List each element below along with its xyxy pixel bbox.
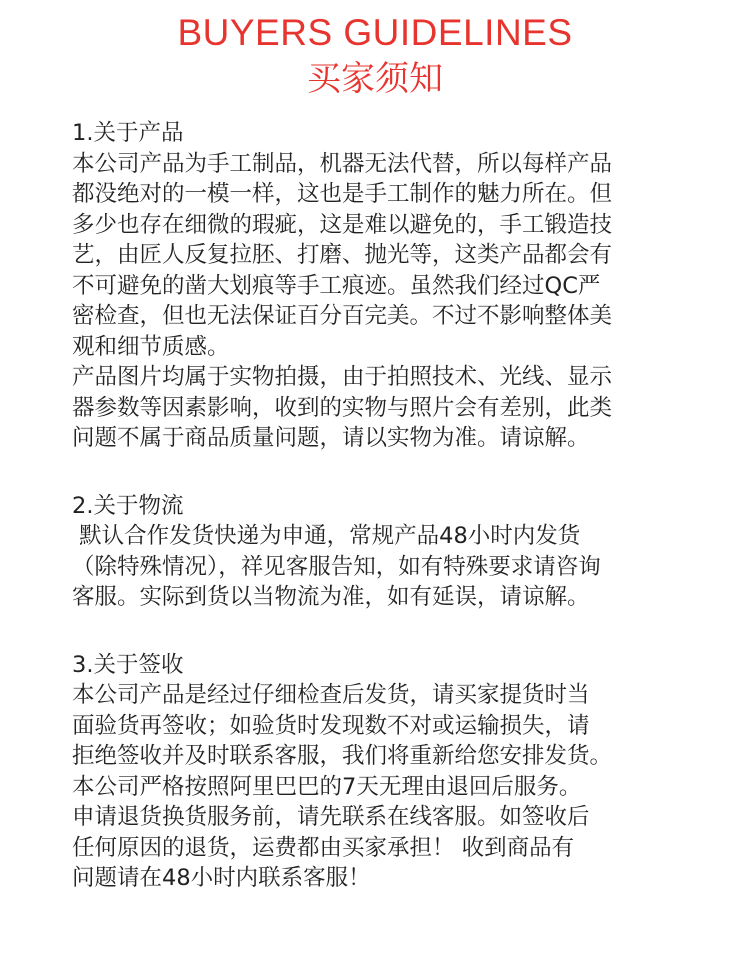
paragraph-line: 不可避免的凿大划痕等手工痕迹。虽然我们经过QC严 — [72, 272, 601, 299]
paragraph-line: 客服。实际到货以当物流为准，如有延误，请谅解。 — [72, 584, 590, 610]
page-header — [0, 0, 750, 102]
paragraph-line: 申请退货换货服务前，请先联系在线客服。如签收后 — [72, 804, 590, 830]
paragraph-line: 产品图片均属于实物拍摄，由于拍照技术、光线、显示 — [72, 364, 613, 390]
paragraph-line: 面验货再签收；如验货时发现数不对或运输损失，请 — [72, 712, 590, 739]
section-heading: 3.关于签收 — [72, 651, 184, 678]
paragraph-line: （除特殊情况），祥见客服告知，如有特殊要求请咨询 — [72, 553, 601, 580]
paragraph-line: 都没绝对的一模一样，这也是手工制作的魅力所在。但 — [72, 181, 613, 207]
paragraph-line: 任何原因的退货，运费都由买家承担！ 收到商品有 — [72, 834, 575, 861]
paragraph-line: 密检查，但也无法保证百分百完美。不过不影响整体美 — [72, 303, 613, 329]
paragraph-line: 问题不属于商品质量问题，请以实物为准。请谅解。 — [72, 425, 590, 451]
section-heading: 2.关于物流 — [72, 492, 184, 519]
paragraph-line: 多少也存在细微的瑕疵，这是难以避免的，手工锻造技 — [72, 211, 613, 238]
paragraph-line: 本公司产品为手工制品，机器无法代替，所以每样产品 — [72, 150, 613, 177]
paragraph-line: 本公司产品是经过仔细检查后发货，请买家提货时当 — [72, 682, 590, 708]
title-chinese: 买家须知 — [307, 59, 443, 99]
section-receipt — [72, 650, 692, 894]
paragraph-line: 本公司严格按照阿里巴巴的7天无理由退回后服务。 — [72, 773, 582, 800]
paragraph-line: 问题请在48小时内联系客服！ — [72, 865, 371, 891]
section-products — [72, 118, 692, 454]
paragraph-line: 拒绝签收并及时联系客服，我们将重新给您安排发货。 — [72, 743, 613, 769]
paragraph-line: 器参数等因素影响，收到的实物与照片会有差别，此类 — [72, 394, 613, 421]
paragraph-line: 观和细节质感。 — [72, 333, 230, 360]
paragraph-line: 默认合作发货快递为申通，常规产品48小时内发货 — [72, 523, 581, 549]
section-heading: 1.关于产品 — [72, 120, 184, 146]
paragraph-line: 艺，由匠人反复拉胚、打磨、抛光等，这类产品都会有 — [72, 242, 613, 268]
section-logistics — [72, 491, 692, 613]
title-english: BUYERS GUIDELINES — [177, 12, 573, 53]
guidelines-content — [72, 118, 692, 931]
